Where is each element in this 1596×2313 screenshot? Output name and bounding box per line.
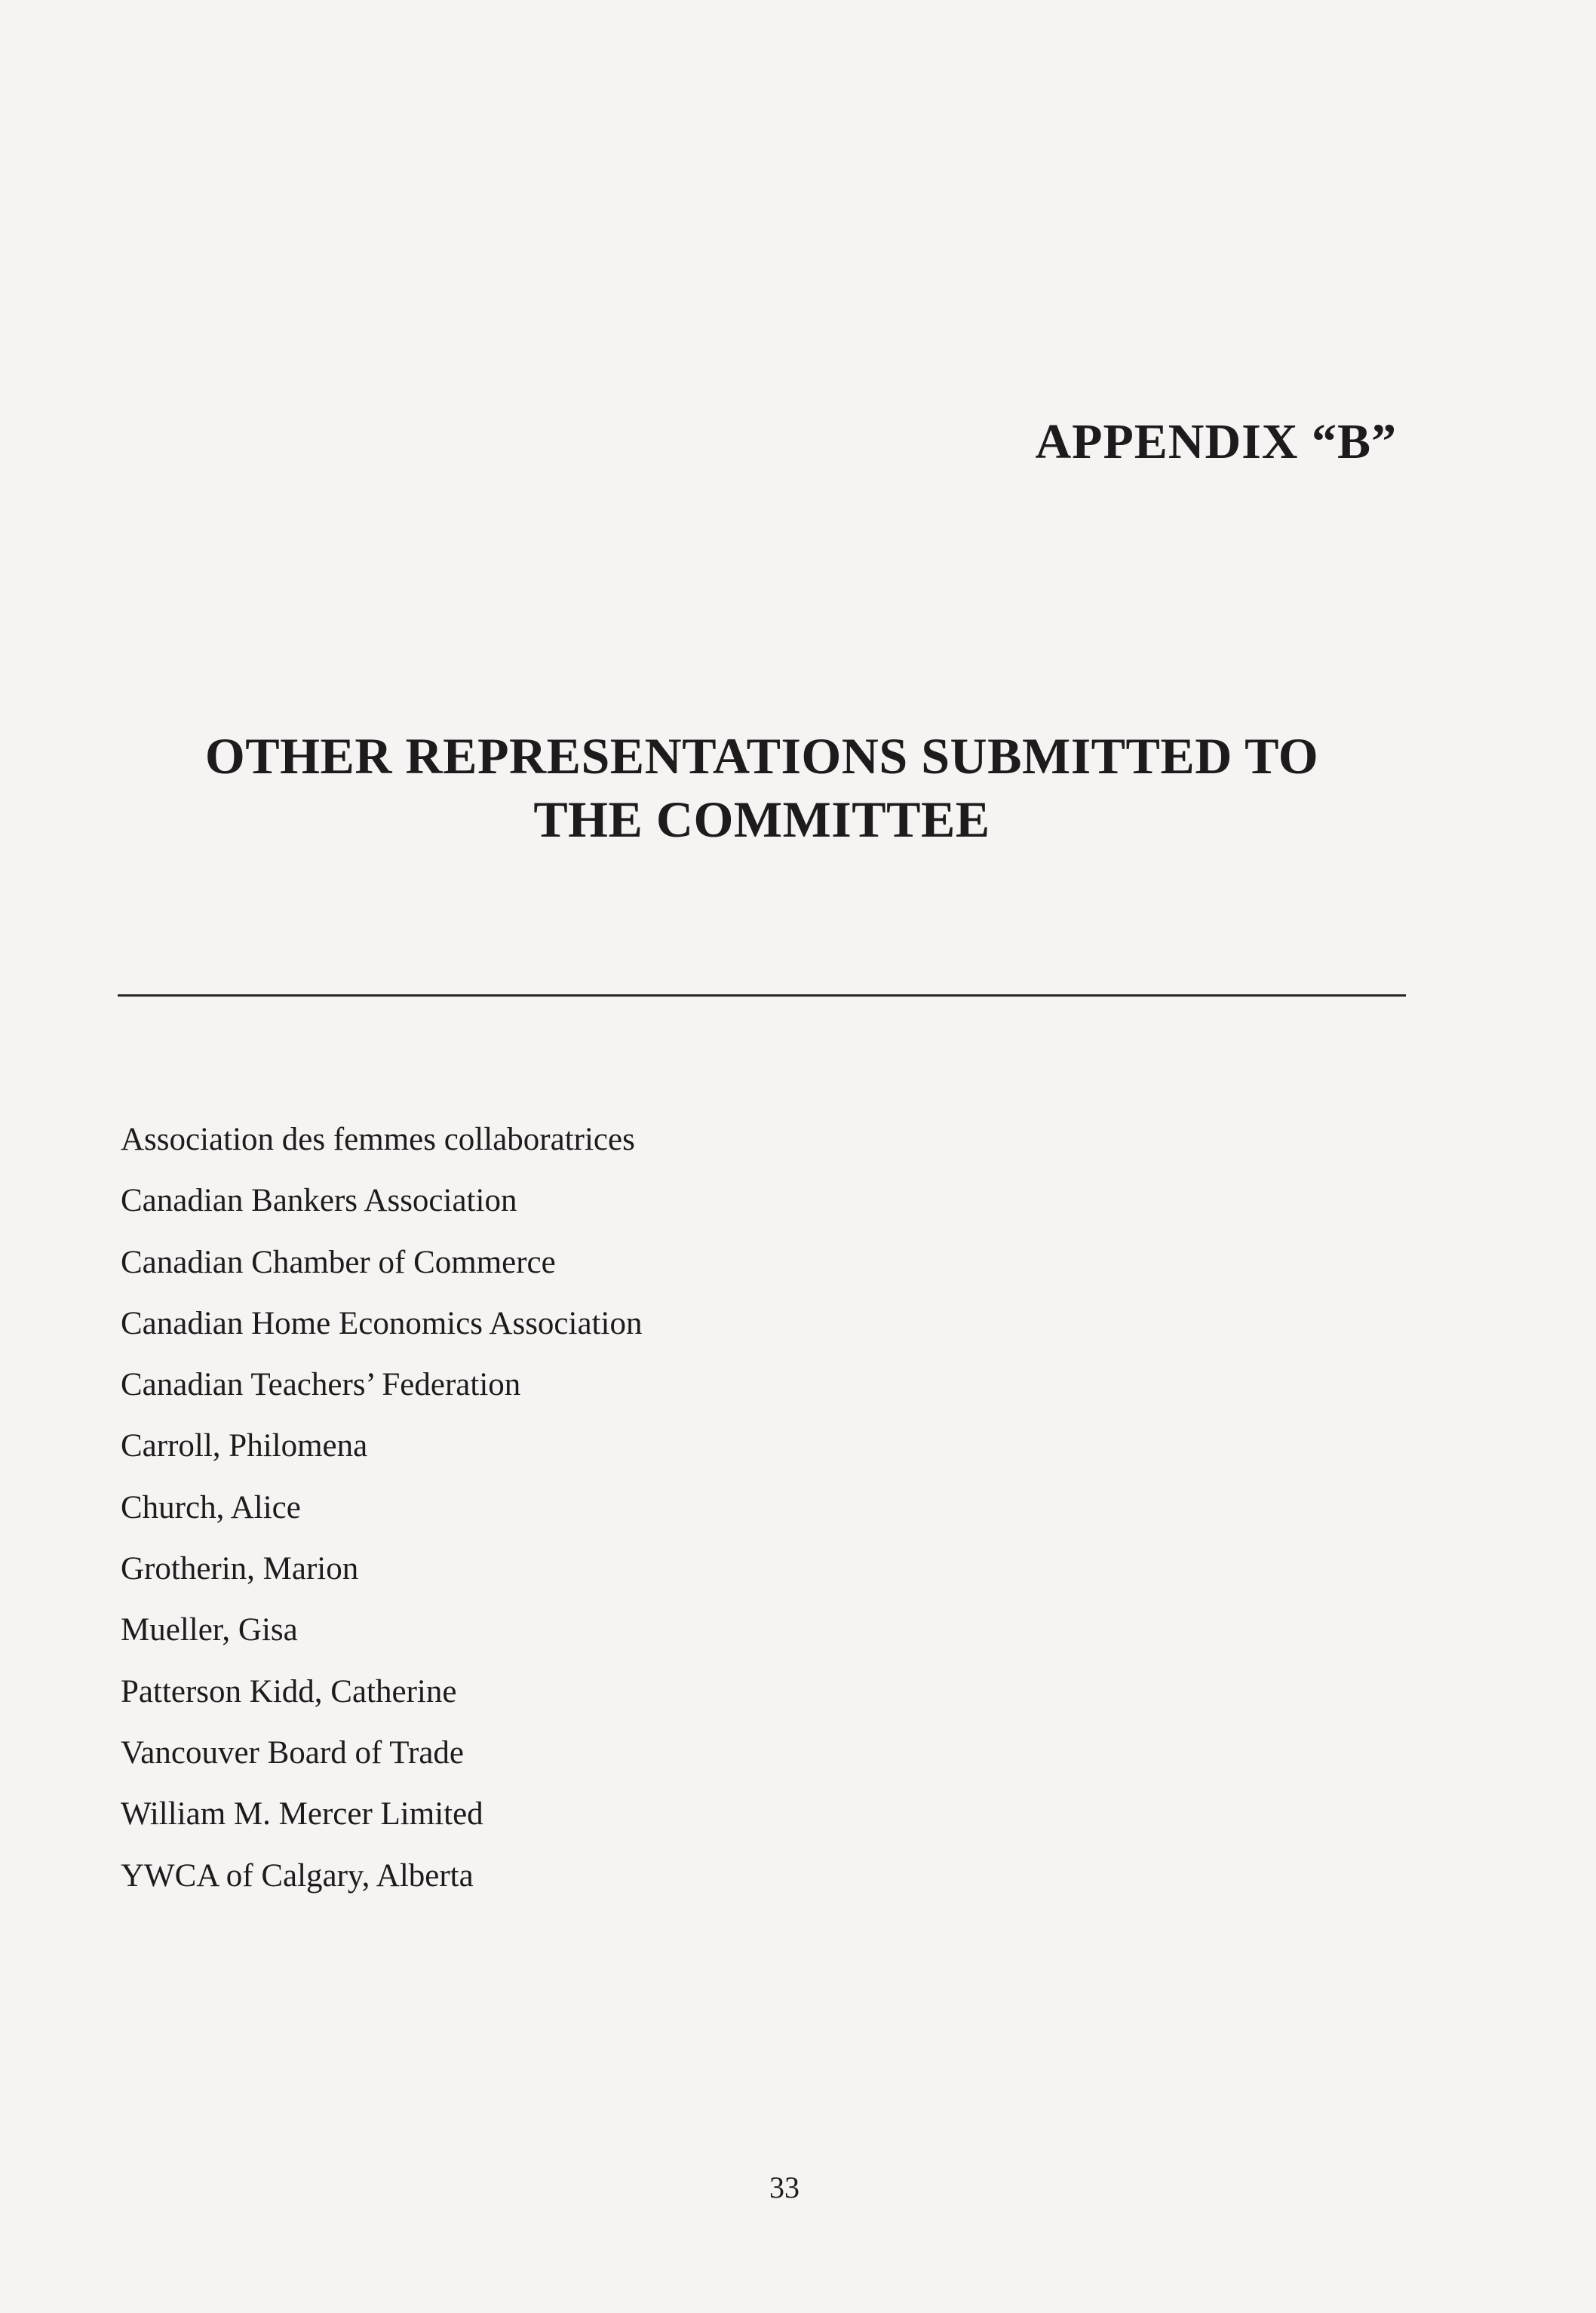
list-item: Church, Alice: [121, 1489, 301, 1525]
list-item: Carroll, Philomena: [121, 1428, 368, 1464]
list-item: YWCA of Calgary, Alberta: [121, 1857, 474, 1894]
list-item: Association des femmes collaboratrices: [121, 1122, 635, 1157]
page-number: 33: [769, 2170, 800, 2204]
title-line-2: THE COMMITTEE: [533, 791, 990, 848]
title-line-1: OTHER REPRESENTATIONS SUBMITTED TO: [204, 727, 1319, 785]
list-item: Canadian Home Economics Association: [121, 1305, 643, 1341]
horizontal-divider: [118, 994, 1406, 997]
representations-list: [121, 1109, 642, 1906]
page-title: [106, 724, 1418, 851]
list-item: Patterson Kidd, Catherine: [121, 1673, 457, 1709]
list-item: Canadian Chamber of Commerce: [121, 1244, 556, 1280]
list-item: Grotherin, Marion: [121, 1551, 359, 1587]
appendix-label: APPENDIX “B”: [1035, 414, 1397, 469]
list-item: Canadian Teachers’ Federation: [121, 1367, 521, 1403]
list-item: Mueller, Gisa: [121, 1612, 298, 1648]
list-item: William M. Mercer Limited: [121, 1796, 483, 1832]
list-item: Vancouver Board of Trade: [121, 1734, 464, 1771]
list-item: Canadian Bankers Association: [121, 1183, 517, 1219]
